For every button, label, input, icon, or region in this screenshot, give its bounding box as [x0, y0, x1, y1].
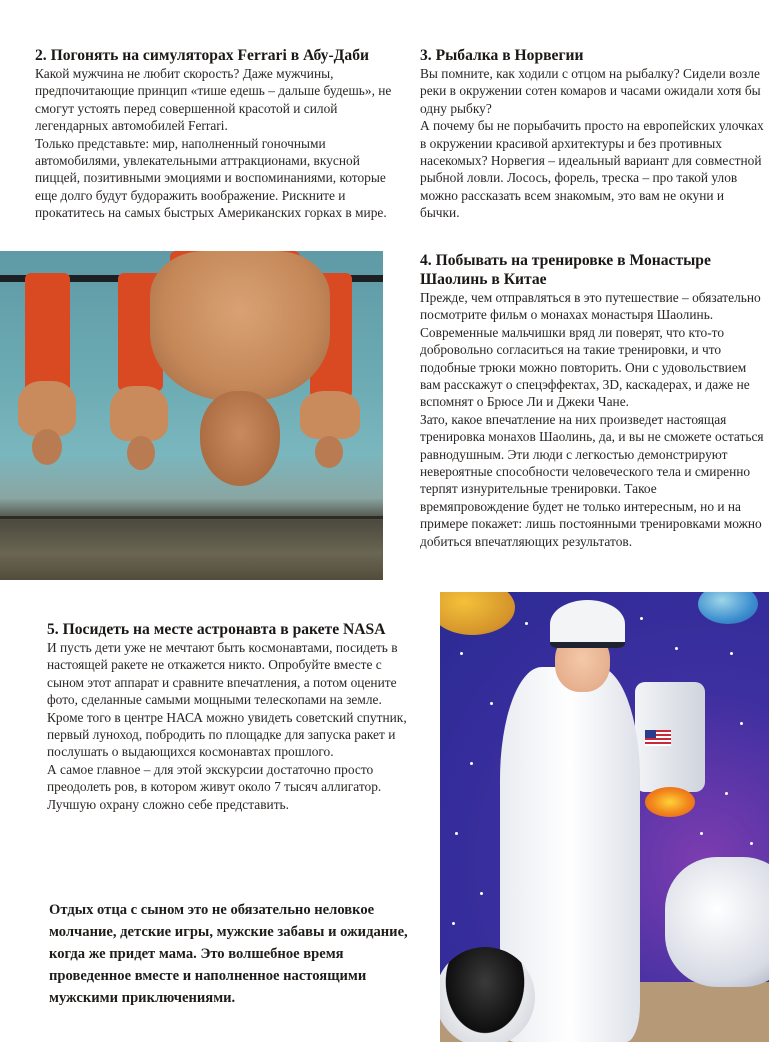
section-ferrari [35, 46, 407, 222]
section-heading: 3. Рыбалка в Норвегии [420, 47, 584, 64]
jetpack-flame [645, 787, 695, 817]
photo-child-astronaut [440, 592, 769, 1042]
section-heading: 5. Посидеть на месте астронавта в ракете NASA [47, 621, 386, 638]
monk-torso [110, 386, 168, 441]
section-paragraph: Какой мужчина не любит скорость? Даже мужчины, предпочитающие принцип «тише едешь – дальше будешь», не смогут устоять перед совершенной красотой и силой легендарных автомобилей Ferrari. [35, 66, 392, 134]
star-icon [700, 832, 703, 835]
monk-head [315, 436, 343, 468]
star-icon [525, 622, 528, 625]
astronaut-cap [550, 600, 625, 648]
closing-statement [49, 899, 419, 1009]
earth-icon [698, 592, 758, 624]
section-shaolin [420, 251, 766, 550]
floor-edge [0, 516, 383, 519]
star-icon [460, 652, 463, 655]
section-paragraph: А самое главное – для этой экскурсии достаточно просто преодолеть ров, в котором живут около 7 тысяч аллигатор. Лучшую охрану сложно себе представить. [47, 761, 382, 812]
section-paragraph: Зато, какое впечатление на них произведет настоящая тренировка монахов Шаолинь, да, и вы не сможете остаться равнодушным. Эти люди с легкостью демонстрируют невероятные способности человеческого тела и смиренно терпят изнурительные тренировки. Такое времяпровождение будет не только интересным, но и на примере покажет: лишь постоянными тренировками можно добиться впечатляющих результатов. [420, 411, 764, 549]
star-icon [740, 722, 743, 725]
monk-main-torso [150, 251, 330, 401]
monk-robe [25, 273, 70, 393]
us-flag-patch-icon [645, 730, 671, 746]
astronaut-helmet [440, 947, 535, 1042]
star-icon [730, 652, 733, 655]
star-icon [725, 792, 728, 795]
section-heading: 4. Побывать на тренировке в Монастыре Шаолинь в Китае [420, 252, 711, 288]
photo-shaolin-monks [0, 251, 383, 580]
section-paragraph: И пусть дети уже не мечтают быть космонавтами, посидеть в настоящей ракете не откажется никто. Опробуйте вместе с сыном этот аппарат и сравните впечатления, а потом оцените фото, сделанные самыми мощными телескопами на земле. [47, 640, 398, 708]
star-icon [470, 762, 473, 765]
section-fishing [420, 46, 766, 222]
toy-shuttle [665, 857, 769, 987]
section-paragraph: Вы помните, как ходили с отцом на рыбалку? Сидели возле реки в окружении сотен комаров и часами ожидали хотя бы одну рыбку? [420, 66, 761, 116]
star-icon [480, 892, 483, 895]
monk-head [127, 436, 155, 470]
star-icon [675, 647, 678, 650]
monk-torso [18, 381, 76, 436]
monk-torso [300, 391, 360, 439]
star-icon [490, 702, 493, 705]
star-icon [455, 832, 458, 835]
section-heading: 2. Погонять на симуляторах Ferrari в Абу-Даби [35, 47, 369, 64]
star-icon [640, 617, 643, 620]
section-nasa [47, 620, 417, 813]
star-icon [750, 842, 753, 845]
monk-main-head [200, 391, 280, 486]
section-paragraph: А почему бы не порыбачить просто на европейских улочках в окружении красивой архитектуры и без противных насекомых? Норвегия – идеальный вариант для совместной рыбной ловли. Лосось, форель, треска – про такой улов можно рассказать всем знакомым, это вам не окуни и бычки. [420, 118, 764, 221]
planet-icon [440, 592, 515, 635]
monk-head [32, 429, 62, 465]
section-paragraph: Прежде, чем отправляться в это путешествие – обязательно посмотрите фильм о монахах монастыря Шаолинь. Современные мальчишки вряд ли поверят, что кто-то добровольно согласиться на такие тренировки, и что подобные трюки можно повторить. Они с удовольствием вам расскажут о спецэффектах, 3D, каскадерах, и даже не вспомнят о Брюсе Ли и Джеки Чане. [420, 290, 761, 410]
section-paragraph: Только представьте: мир, наполненный гоночными автомобилями, увлекательными аттракционами, вкусной пиццей, позитивными эмоциями и воспоминаниями, которые еще долго будут будоражить воображение. Рискните и прокатитесь на самых быстрых Американских горках в мире. [35, 135, 387, 221]
closing-text: Отдых отца с сыном это не обязательно неловкое молчание, детские игры, мужские забавы и ожидание, когда же придет мама. Это волшебное время проведенное вместе и наполненное настоящими мужскими приключениями. [49, 902, 408, 1006]
star-icon [452, 922, 455, 925]
section-paragraph: Кроме того в центре НАСА можно увидеть советский спутник, первый луноход, побродить по площадке для запуска ракет и послушать о выдающихся космонавтах прошлого. [47, 709, 407, 760]
